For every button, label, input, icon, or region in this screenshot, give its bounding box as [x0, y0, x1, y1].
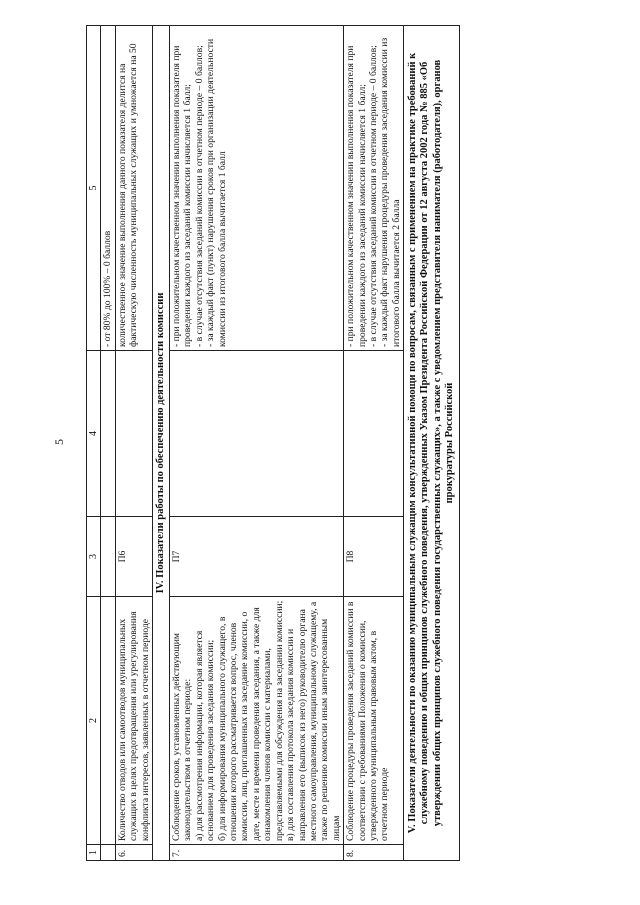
table-row [115, 26, 152, 861]
section-title: V. Показатели деятельности по оказанию муниципальным служащим консультативной помощи по вопросам, связанным с применением на практике требований к служебному поведению и общих принципов служебного поведения, утвержденных Указом Президента Российской Федерации от 12 августа 2002 года № 885 «Об утверждении общих принципов служебного поведения государственных служащих», а также с уведомлением представителя нанимателя (работодателя), органов прокуратуры Российской [404, 26, 460, 861]
row-number: 6. [115, 845, 152, 861]
indicators-table [86, 25, 460, 861]
table-row [344, 26, 404, 861]
score-cell [344, 26, 404, 351]
column-header-row [87, 26, 101, 861]
table-row [170, 26, 344, 861]
column-header: 4 [87, 351, 101, 517]
indicator-code: П8 [344, 517, 404, 597]
indicator-text: Количество отводов или самоотводов муниципальных служащих в целях предотвращения или урегулирования конфликта интересов, заявленных в отчетном периоде [115, 597, 152, 845]
score-cell [170, 26, 344, 351]
column-header: 3 [87, 517, 101, 597]
text-line: в) для составления протокола заседания комиссии и направления его (выписок из него) руководителю органа местного самоуправления, муниципальному служащему, а также по решению комиссии иным заинтересованным лицам [285, 601, 342, 841]
section-header-row [153, 26, 170, 861]
indicator-text: Соблюдение процедуры проведения заседаний комиссии в соответствии с требованиями Положения о комиссии, утвержденного муниципальным правовым актом, в отчетном периоде [344, 597, 404, 845]
text-line: б) для информирования муниципального служащего, в отношении которого рассматривается вопрос, членов комиссии, лиц, приглашенных на заседание комиссии, о дате, месте и времени проведения заседания, а также для ознакомления членов комиссии с материалами, представляемыми для обсуждения на заседании комиссии; [216, 600, 285, 841]
rotated-document [86, 25, 630, 861]
method-cell [115, 351, 152, 517]
score-line: - в случае отсутствия заседаний комиссии в отчетном периоде – 0 баллов; [367, 45, 379, 347]
indicator-text [170, 597, 344, 845]
indicator-code: П6 [115, 517, 152, 597]
method-cell [170, 351, 344, 517]
table-row [101, 26, 115, 861]
score-line: - за каждый факт нарушения процедуры проведения заседания комиссии из итогового балла вычитается 2 балла [379, 37, 402, 347]
indicator-code: П7 [170, 517, 344, 597]
column-header: 1 [87, 845, 101, 861]
score-line: - при положительном качественном значении выполнения показателя при проведении каждого из заседаний комиссии начисляется 1 балл; [345, 45, 368, 347]
score-line: - при положительном качественном значении выполнения показателя при проведении каждого из заседаний комиссии начисляется 1 балл; [171, 45, 194, 347]
score-line: - в случае отсутствия заседаний комиссии в отчетном периоде – 0 баллов; [193, 45, 205, 347]
score-cell: - от 80% до 100% – 0 баллов [101, 26, 115, 351]
row-number: 8. [344, 845, 404, 861]
column-header: 2 [87, 597, 101, 845]
row-number: 7. [170, 845, 344, 861]
method-cell [344, 351, 404, 517]
page-number: 5 [52, 439, 66, 445]
score-line: - за каждый факт (пункт) нарушения сроков при организации деятельности комиссии из итогового балла вычитается 1 балл [205, 38, 228, 347]
text-line: Соблюдение сроков, установленных действующим законодательством в отчетном периоде: [171, 633, 194, 841]
score-cell: количественное значение выполнения данного показателя делится на фактическую численность муниципальных служащих и умножается на 50 [115, 26, 152, 351]
column-header: 5 [87, 26, 101, 351]
section-title: IV. Показатели работы по обеспечению деятельности комиссии [153, 26, 170, 861]
section-header-row [404, 26, 460, 861]
text-line: а) для рассмотрения информации, которая является основанием для проведения заседания комиссии; [193, 630, 217, 841]
